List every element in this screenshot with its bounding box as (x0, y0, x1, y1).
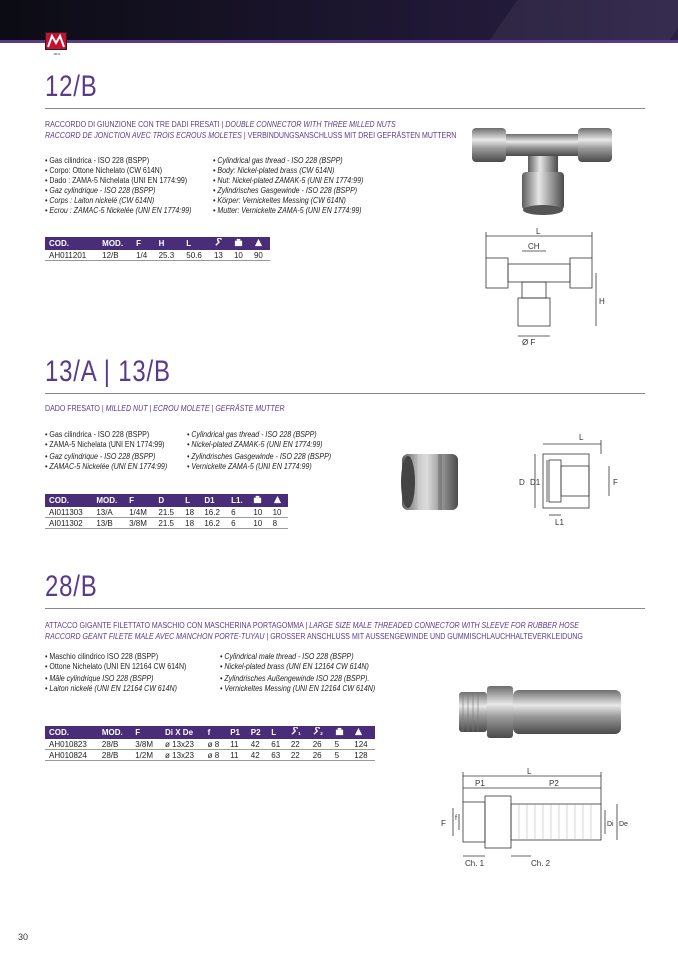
large-connector-drawing (435, 768, 635, 878)
logo-text: MFG (53, 52, 61, 56)
table-row: AH010823 28/B 3/8M ø 13x23 ø 8 11 42 61 22 26 5 124 (45, 739, 375, 750)
bullet-list-right: • Cylindrical gas thread - ISO 228 (BSPP) • Nickel-plated ZAMAK-5 (UNI EN 1774:99) • Zylindrisches Gasgewinde - ISO 228 (BSPP) • Vernickelte ZAMA-5 (UNI EN 1774:99) (187, 430, 332, 471)
drawing-label-f-small: f (455, 815, 457, 822)
section-title-28b: 28/B (45, 570, 98, 603)
milled-nut-drawing (515, 430, 635, 530)
bullet-list-right: • Cylindrical male thread - ISO 228 (BSPP) • Nickel-plated brass (UNI EN 12164 CW 614N) • Zylindrisches Außengewinde ISO 228 (BSPP). • Vernickeltes Messing (UNI EN 12164 CW 614N) (220, 652, 376, 693)
drawing-label-l1: L1 (555, 518, 564, 527)
table-row: AH010824 28/B 1/2M ø 13x23 ø 8 11 42 63 22 26 5 128 (45, 750, 375, 761)
bullet-list-left: • Gas cilindrica - ISO 228 (BSPP) • ZAMA-5 Nichelata (UNI EN 1774:99) • Gaz cylindrique - ISO 228 (BSPP) • ZAMAC-5 Nickelée (UNI EN 1774:99) (45, 430, 168, 471)
drawing-label-l: L (527, 768, 532, 776)
drawing-label-f: Ø F (522, 338, 536, 347)
box-icon (253, 495, 262, 504)
section-description: RACCORDO DI GIUNZIONE CON TRE DADI FRESATI | DOUBLE CONNECTOR WITH THREE MILLED NUTS RACCORD DE JONCTION AVEC TROIS ECROUS MOLETES | VERBINDUNGSANSCHLUSS MIT DREI GEFRÄSTEN MUTTERN (45, 120, 457, 140)
wrench-2-icon (313, 727, 324, 736)
drawing-label-f: F (613, 478, 618, 487)
section-divider (45, 108, 645, 109)
drawing-label-ch: CH (528, 242, 540, 251)
section-title-13ab: 13/A | 13/B (45, 355, 171, 388)
drawing-label-h: H (599, 297, 605, 306)
wrench-icon (214, 238, 223, 247)
drawing-label-d1: D1 (530, 478, 541, 487)
large-connector-photo (455, 678, 625, 746)
spec-table-13ab (45, 494, 288, 529)
brand-logo (45, 32, 67, 60)
box-icon (335, 727, 344, 736)
section-title-12b: 12/B (45, 70, 98, 103)
section-description: ATTACCO GIGANTE FILETTATO MASCHIO CON MASCHERINA PORTAGOMMA | LARGE SIZE MALE THREADED CONNECTOR WITH SLEEVE FOR RUBBER HOSE RACCORD GEANT FILETE MALE AVEC MANCHON PORTE-TUYAU | GROSSER ANSCHLUSS MIT AUSSENGEWINDE UND GUMMISCHLAUCHHALTEVERKLEIDUNG (45, 621, 583, 641)
drawing-label-f-big: F (441, 819, 446, 828)
drawing-label-ch1: Ch. 1 (465, 859, 485, 868)
drawing-label-l: L (579, 433, 584, 442)
bullet-list-left: • Maschio cilindrico ISO 228 (BSPP) • Ottone Nichelato (UNI EN 12164 CW 614N) • Mâle cylindrique ISO 228 (BSPP) • Laiton nickelé (UNI EN 12164 CW 614N) (45, 652, 187, 693)
drawing-label-d: D (519, 478, 525, 487)
table-row: AH011201 12/B 1/4 25.3 50.6 13 10 90 (45, 250, 270, 261)
page-number: 30 (18, 932, 29, 942)
tee-connector-drawing (478, 226, 608, 348)
table-header-row: COD. MOD. F D L D1 L1. (45, 494, 288, 507)
drawing-label-di: Di (607, 821, 614, 828)
bullet-list-left: • Gas cilindrica - ISO 228 (BSPP) • Corpo: Ottone Nichelato (CW 614N) • Dado : ZAMA-5 Nichelata (UNI EN 1774:99) • Gaz cylindrique - ISO 228 (BSPP) • Corps : Laiton nickelé (CW 614N) • Ecrou : ZAMAC-5 Nickelée (UNI EN 1774:99) (45, 156, 192, 215)
svg-text:2: 2 (320, 731, 323, 736)
drawing-label-l: L (536, 227, 541, 236)
header-accent-line (0, 40, 678, 43)
table-header-row: COD. MOD. F H L (45, 237, 270, 250)
spec-table-12b (45, 237, 270, 261)
bullet-list-right: • Cylindrical gas thread - ISO 228 (BSPP) • Body: Nickel-plated brass (CW 614N) • Nut: Nickel-plated ZAMAK-5 (UNI EN 1774:99) • Zylindrisches Gasgewinde - ISO 228 (BSPP) • Körper: Vernickeltes Messing (CW 614N) • Mutter: Vernickelte ZAMA-5 (UNI EN 1774:99) (213, 156, 364, 215)
drawing-label-p1: P1 (475, 779, 485, 788)
drawing-label-de: De (619, 821, 628, 828)
table-row: AI011302 13/B 3/8M 21.5 18 16.2 6 10 8 (45, 518, 288, 529)
section-divider (45, 608, 645, 609)
section-description: DADO FRESATO | MILLED NUT | ECROU MOLETE | GEFRÄSTE MUTTER (45, 404, 285, 413)
bell-icon (254, 238, 263, 247)
bell-icon (354, 727, 363, 736)
spec-table-28b (45, 726, 375, 761)
svg-text:1: 1 (298, 731, 301, 736)
drawing-label-p2: P2 (549, 779, 559, 788)
table-header-row: COD. MOD. F Di X De f P1 P2 L 1 2 (45, 726, 375, 739)
header-bar (0, 0, 678, 40)
table-row: AI011303 13/A 1/4M 21.5 18 16.2 6 10 10 (45, 507, 288, 518)
milled-nut-photo (396, 448, 466, 518)
section-divider (45, 393, 645, 394)
tee-connector-photo (468, 120, 618, 220)
drawing-label-ch2: Ch. 2 (531, 859, 551, 868)
bell-icon (273, 495, 282, 504)
wrench-1-icon (291, 727, 302, 736)
box-icon (234, 238, 243, 247)
